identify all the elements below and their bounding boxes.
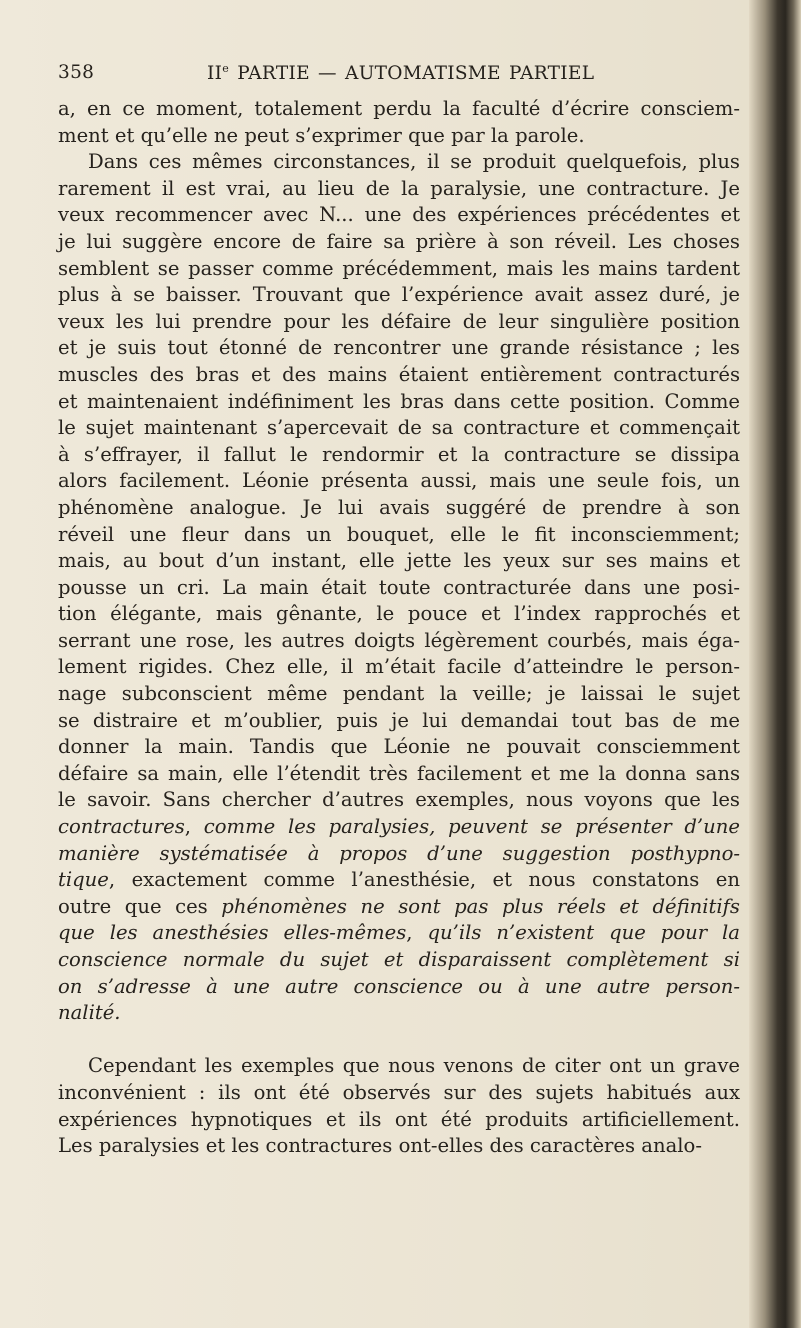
text-line: [58, 256, 740, 283]
text-line: [58, 335, 740, 362]
text-run: ment et qu’elle ne peut s’exprimer que par la parole.: [58, 123, 585, 147]
italic-run: comme les paralysies, peuvent se présenter d’une: [203, 815, 740, 839]
text-run: , exactement comme l’anesthésie, et nous constatons en: [108, 868, 740, 892]
running-title: [207, 62, 594, 84]
text-line: [58, 575, 740, 602]
text-line: [58, 894, 740, 921]
italic-run: phénomènes ne sont pas plus réels et définitifs: [221, 894, 740, 918]
text-run: ,: [406, 921, 428, 945]
text-line: [58, 149, 740, 176]
text-run: donner la main. Tandis que Léonie ne pouvait consciemment: [58, 735, 740, 759]
text-run: le sujet maintenant s’apercevait de sa contracture et commençait: [58, 416, 740, 440]
text-run: à s’effrayer, il fallut le rendormir et la contracture se dissipa: [58, 442, 740, 466]
text-line: [58, 176, 740, 203]
text-run: ,: [184, 815, 204, 839]
text-run: Les paralysies et les contractures ont-elles des caractères analo-: [58, 1134, 702, 1158]
text-run: phénomène analogue. Je lui avais suggéré de prendre à son: [58, 495, 740, 519]
text-line: [58, 1133, 740, 1160]
text-line: [58, 123, 740, 150]
part-numeral: II: [207, 63, 223, 85]
text-run: serrant une rose, les autres doigts légèrement courbés, mais éga-: [58, 628, 740, 652]
text-line: [58, 734, 740, 761]
text-line: [58, 761, 740, 788]
text-run: expériences hypnotiques et ils ont été produits artificiellement.: [58, 1107, 740, 1131]
text-line: [58, 309, 740, 336]
italic-run: on s’adresse à une autre conscience ou à une autre person-: [58, 974, 740, 998]
text-run: rarement il est vrai, au lieu de la paralysie, une contracture. Je: [58, 176, 740, 200]
text-line: [58, 601, 740, 628]
text-line: [58, 362, 740, 389]
text-run: veux les lui prendre pour les défaire de leur singulière position: [58, 309, 740, 333]
running-title-text: PARTIE — AUTOMATISME PARTIEL: [229, 63, 595, 85]
text-line: [58, 1080, 740, 1107]
text-line: [58, 841, 740, 868]
text-line: [58, 202, 740, 229]
text-run: et maintenaient indéfiniment les bras dans cette position. Comme: [58, 389, 740, 413]
text-run: muscles des bras et des mains étaient entièrement contracturés: [58, 362, 740, 386]
text-line: [58, 708, 740, 735]
text-run: et je suis tout étonné de rencontrer une grande résistance ; les: [58, 336, 740, 360]
text-run: mais, au bout d’un instant, elle jette les yeux sur ses mains et: [58, 549, 740, 573]
text-run: Dans ces mêmes circonstances, il se produit quelquefois, plus: [88, 150, 740, 174]
text-run: nage subconscient même pendant la veille; je laissai le sujet: [58, 682, 740, 706]
part-suffix: e: [222, 62, 230, 75]
text-line: [58, 522, 740, 549]
italic-run: contractures: [58, 815, 185, 839]
text-line: [58, 282, 740, 309]
page-number: 358: [58, 62, 95, 83]
text-run: Cependant les exemples que nous venons de citer ont un grave: [88, 1054, 740, 1078]
italic-run: manière systématisée à propos d’une suggestion posthypno-: [58, 841, 740, 865]
text-run: tion élégante, mais gênante, le pouce et l’index rapprochés et: [58, 602, 740, 626]
text-line: [58, 787, 740, 814]
text-run: semblent se passer comme précédemment, mais les mains tardent: [58, 256, 740, 280]
text-line: [58, 442, 740, 469]
text-line: [58, 96, 740, 123]
text-run: lement rigides. Chez elle, il m’était facile d’atteindre le person-: [58, 655, 740, 679]
text-run: outre que ces: [58, 894, 222, 918]
text-run: plus à se baisser. Trouvant que l’expérience avait assez duré, je: [58, 283, 740, 307]
text-line: [58, 974, 740, 1001]
text-line: [58, 920, 740, 947]
body-text: [58, 96, 740, 1160]
running-header: [58, 62, 738, 90]
text-line: [58, 1000, 740, 1027]
text-line: [58, 814, 740, 841]
text-run: défaire sa main, elle l’étendit très facilement et me la donna sans: [58, 761, 740, 785]
text-line: [58, 468, 740, 495]
book-spine-shadow: [749, 0, 801, 1328]
text-run: je lui suggère encore de faire sa prière à son réveil. Les choses: [58, 229, 740, 253]
text-run: alors facilement. Léonie présenta aussi, mais une seule fois, un: [58, 469, 740, 493]
text-run: inconvénient : ils ont été observés sur des sujets habitués aux: [58, 1080, 740, 1104]
italic-run: conscience normale du sujet et disparaissent complètement si: [58, 948, 740, 971]
text-run: a, en ce moment, totalement perdu la faculté d’écrire consciem-: [58, 97, 740, 120]
text-line: [58, 947, 740, 974]
text-line: [58, 1053, 740, 1080]
text-run: se distraire et m’oublier, puis je lui demandai tout bas de me: [58, 708, 740, 732]
italic-run: nalité.: [58, 1001, 121, 1025]
text-line: [58, 654, 740, 681]
italic-run: que les anesthésies elles-mêmes: [58, 921, 407, 945]
text-line: [58, 1107, 740, 1134]
text-run: pousse un cri. La main était toute contracturée dans une posi-: [58, 575, 740, 599]
text-line: [58, 681, 740, 708]
text-line: [58, 229, 740, 256]
text-line: [58, 495, 740, 522]
italic-run: qu’ils n’existent que pour la: [427, 921, 740, 945]
text-line: [58, 628, 740, 655]
text-line: [58, 389, 740, 416]
text-run: réveil une fleur dans un bouquet, elle le fit inconsciemment;: [58, 522, 740, 546]
text-line: [58, 548, 740, 575]
text-run: veux recommencer avec N... une des expériences précédentes et: [58, 203, 740, 227]
text-line: [58, 867, 740, 894]
italic-run: tique: [58, 868, 109, 892]
text-run: le savoir. Sans chercher d’autres exemples, nous voyons que les: [58, 788, 740, 812]
text-line: [58, 415, 740, 442]
